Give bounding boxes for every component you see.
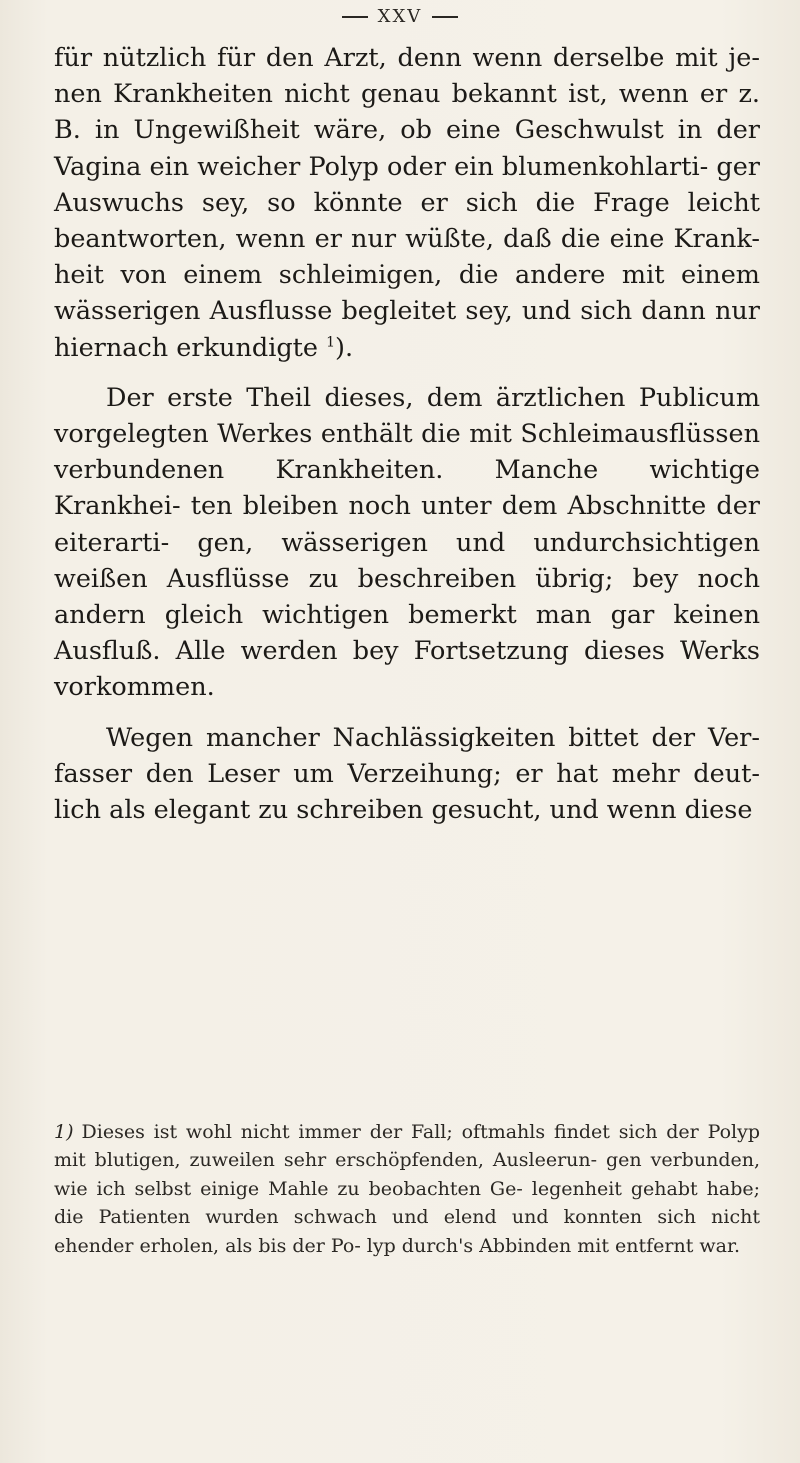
footnote-marker: 1)	[54, 1121, 74, 1143]
paragraph-1-end: ).	[335, 332, 354, 363]
page-number: XXV	[377, 6, 423, 27]
header-rule-right	[432, 16, 458, 18]
footnote	[54, 1118, 760, 1260]
footnote-text: Dieses ist wohl nicht immer der Fall; oftmahls findet sich der Polyp mit blutigen, zuweilen sehr erschöpfenden, Ausleerun- gen verbunden, wie ich selbst einige Mahle zu beobachten Ge- legenheit gehabt habe; die Patienten wurden schwach und elend und konnten sich nicht ehender erholen, als bis der Po- lyp durch's Abbinden mit entfernt war.	[54, 1121, 760, 1257]
page-header	[0, 6, 800, 27]
paragraph-1	[54, 40, 760, 366]
footnote-reference: 1	[326, 334, 336, 351]
paragraph-3: Wegen mancher Nachlässigkeiten bittet der Ver- fasser den Leser um Verzeihung; er hat mehr deut- lich als elegant zu schreiben gesucht, und wenn diese	[54, 722, 760, 826]
paragraph-1-text: für nützlich für den Arzt, denn wenn derselbe mit je- nen Krankheiten nicht genau bekannt ist, wenn er z. B. in Ungewißheit wäre, ob eine Geschwulst in der Vagina ein weicher Polyp oder ein blumenkohlarti- ger Auswuchs sey, so könnte er sich die Frage leicht beantworten, wenn er nur wüßte, daß die eine Krank- heit von einem schleimigen, die andere mit einem wässerigen Ausflusse begleitet sey, und sich dann nur hiernach erkundigte	[54, 43, 760, 363]
header-rule-left	[342, 16, 368, 18]
paragraph-2: Der erste Theil dieses, dem ärztlichen Publicum vorgelegten Werkes enthält die mit Schleimausflüssen verbundenen Krankheiten. Manche wichtige Krankhei- ten bleiben noch unter dem Abschnitte der eiterarti- gen, wässerigen und undurchsichtigen weißen Ausflüsse zu beschreiben übrig; bey noch andern gleich wichtigen bemerkt man gar keinen Ausfluß. Alle werden bey Fortsetzung dieses Werks vorkommen.	[54, 382, 760, 703]
main-text	[54, 40, 760, 828]
